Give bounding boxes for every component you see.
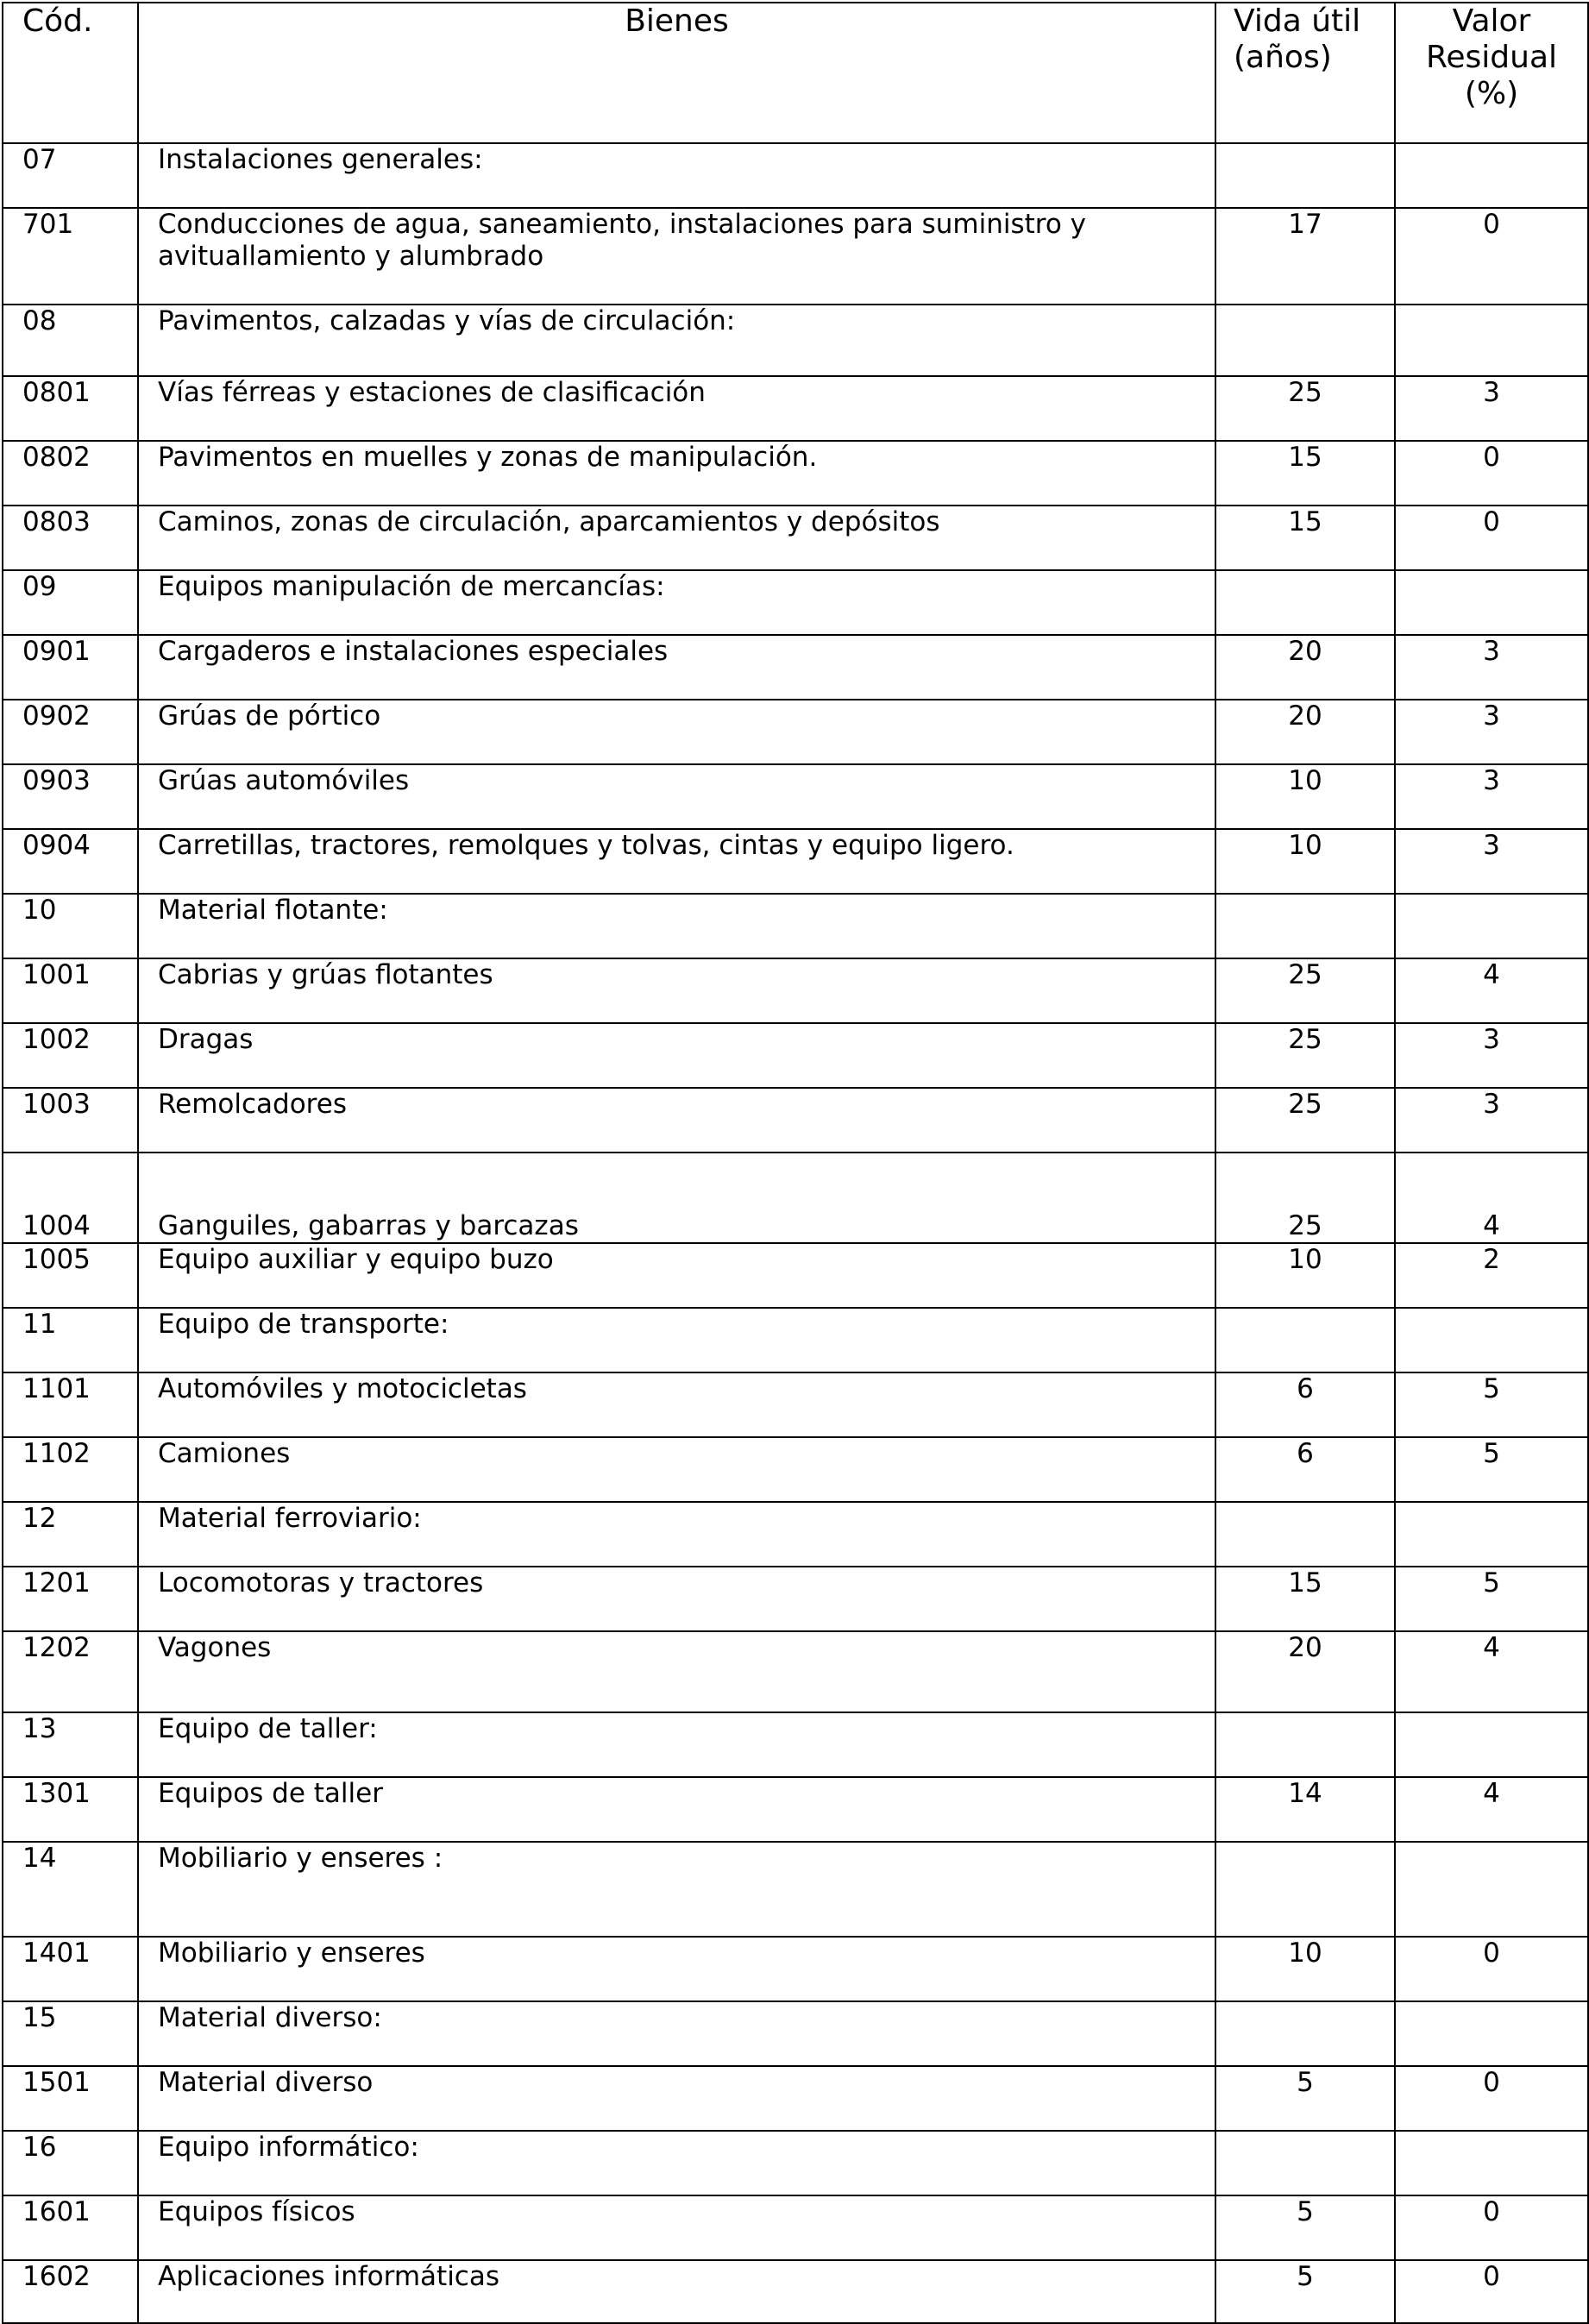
row-useful-life bbox=[1215, 376, 1395, 441]
table-row bbox=[3, 764, 1588, 829]
row-residual-value bbox=[1395, 829, 1588, 894]
row-code bbox=[3, 1088, 138, 1153]
row-description bbox=[138, 143, 1215, 208]
header-code: Cód. bbox=[3, 3, 138, 143]
row-description-text: Grúas de pórtico bbox=[158, 700, 381, 732]
row-residual-value bbox=[1395, 2001, 1588, 2066]
header-residual-value: Valor Residual (%) bbox=[1395, 3, 1588, 143]
row-description bbox=[138, 1712, 1215, 1777]
row-code bbox=[3, 2131, 138, 2195]
row-description-text: Material diverso bbox=[158, 2067, 374, 2098]
row-residual-value-text: 3 bbox=[1483, 1089, 1500, 1120]
row-residual-value bbox=[1395, 441, 1588, 506]
row-useful-life-text: 6 bbox=[1297, 1373, 1314, 1404]
row-code bbox=[3, 2260, 138, 2323]
row-residual-value-text: 4 bbox=[1483, 1210, 1500, 1241]
row-useful-life-text: 20 bbox=[1288, 700, 1322, 732]
row-description-text: Carretillas, tractores, remolques y tolvas, cintas y equipo ligero. bbox=[158, 830, 1014, 861]
row-residual-value bbox=[1395, 1088, 1588, 1153]
row-useful-life bbox=[1215, 441, 1395, 506]
row-useful-life bbox=[1215, 1023, 1395, 1088]
row-useful-life bbox=[1215, 305, 1395, 376]
row-code-text: 1102 bbox=[22, 1438, 91, 1469]
row-code-text: 09 bbox=[22, 571, 57, 602]
row-description bbox=[138, 441, 1215, 506]
row-code bbox=[3, 1153, 138, 1243]
row-useful-life bbox=[1215, 1243, 1395, 1308]
row-code-text: 1601 bbox=[22, 2196, 91, 2227]
row-code bbox=[3, 376, 138, 441]
table-row bbox=[3, 1023, 1588, 1088]
table-row bbox=[3, 2195, 1588, 2260]
row-code bbox=[3, 1937, 138, 2001]
row-useful-life-text: 25 bbox=[1288, 959, 1322, 990]
row-useful-life bbox=[1215, 894, 1395, 958]
row-residual-value bbox=[1395, 1567, 1588, 1631]
table-row bbox=[3, 2001, 1588, 2066]
header-useful-life: Vida útil (años) bbox=[1215, 3, 1395, 143]
table-row bbox=[3, 143, 1588, 208]
table-row bbox=[3, 700, 1588, 764]
row-residual-value-text: 0 bbox=[1483, 506, 1500, 537]
row-useful-life-text: 14 bbox=[1288, 1778, 1322, 1809]
row-residual-value bbox=[1395, 2066, 1588, 2131]
row-useful-life-text: 5 bbox=[1297, 2067, 1314, 2098]
row-description-text: Caminos, zonas de circulación, aparcamientos y depósitos bbox=[158, 506, 940, 537]
row-description bbox=[138, 1023, 1215, 1088]
row-description-text: Cabrias y grúas flotantes bbox=[158, 959, 493, 990]
table-row bbox=[3, 1842, 1588, 1937]
row-description bbox=[138, 1308, 1215, 1372]
row-code-text: 11 bbox=[22, 1309, 57, 1340]
row-code bbox=[3, 958, 138, 1023]
row-useful-life bbox=[1215, 1502, 1395, 1567]
row-residual-value bbox=[1395, 570, 1588, 635]
row-residual-value bbox=[1395, 1437, 1588, 1502]
row-code-text: 1001 bbox=[22, 959, 91, 990]
row-residual-value bbox=[1395, 1153, 1588, 1243]
row-residual-value-text: 5 bbox=[1483, 1567, 1500, 1599]
row-useful-life bbox=[1215, 958, 1395, 1023]
header-description: Bienes bbox=[138, 3, 1215, 143]
table-row bbox=[3, 1243, 1588, 1308]
row-description-text: Mobiliario y enseres : bbox=[158, 1843, 443, 1874]
table-row bbox=[3, 1308, 1588, 1372]
row-description bbox=[138, 305, 1215, 376]
row-code bbox=[3, 1631, 138, 1712]
row-residual-value bbox=[1395, 506, 1588, 570]
row-residual-value bbox=[1395, 2195, 1588, 2260]
row-useful-life-text: 25 bbox=[1288, 377, 1322, 408]
row-description-text: Equipo auxiliar y equipo buzo bbox=[158, 1244, 554, 1275]
row-description bbox=[138, 1372, 1215, 1437]
row-residual-value bbox=[1395, 958, 1588, 1023]
row-code-text: 0801 bbox=[22, 377, 91, 408]
row-useful-life-text: 15 bbox=[1288, 442, 1322, 473]
row-useful-life bbox=[1215, 506, 1395, 570]
table-row bbox=[3, 1631, 1588, 1712]
row-residual-value bbox=[1395, 143, 1588, 208]
row-residual-value bbox=[1395, 1937, 1588, 2001]
row-code bbox=[3, 1308, 138, 1372]
row-code bbox=[3, 1567, 138, 1631]
row-code bbox=[3, 700, 138, 764]
table-row bbox=[3, 376, 1588, 441]
row-description bbox=[138, 958, 1215, 1023]
row-residual-value-text: 0 bbox=[1483, 2261, 1500, 2292]
depreciation-table bbox=[2, 2, 1589, 2324]
table-header bbox=[3, 3, 1588, 143]
row-description bbox=[138, 1243, 1215, 1308]
row-code-text: 1201 bbox=[22, 1567, 91, 1599]
row-residual-value-text: 2 bbox=[1483, 1244, 1500, 1275]
row-description-text: Camiones bbox=[158, 1438, 291, 1469]
row-useful-life bbox=[1215, 1308, 1395, 1372]
row-code-text: 0803 bbox=[22, 506, 91, 537]
row-description bbox=[138, 1567, 1215, 1631]
row-code bbox=[3, 2001, 138, 2066]
table-row bbox=[3, 1937, 1588, 2001]
row-useful-life bbox=[1215, 1372, 1395, 1437]
row-residual-value-text: 0 bbox=[1483, 1938, 1500, 1969]
row-code bbox=[3, 1437, 138, 1502]
row-code-text: 701 bbox=[22, 209, 74, 240]
row-code-text: 1202 bbox=[22, 1632, 91, 1663]
table-row bbox=[3, 2066, 1588, 2131]
row-residual-value-text: 0 bbox=[1483, 442, 1500, 473]
table-row bbox=[3, 1712, 1588, 1777]
row-residual-value bbox=[1395, 305, 1588, 376]
row-residual-value bbox=[1395, 764, 1588, 829]
table-row bbox=[3, 635, 1588, 700]
table-row bbox=[3, 441, 1588, 506]
table-row bbox=[3, 305, 1588, 376]
row-description bbox=[138, 829, 1215, 894]
row-residual-value-text: 0 bbox=[1483, 2196, 1500, 2227]
row-description bbox=[138, 506, 1215, 570]
row-useful-life bbox=[1215, 2260, 1395, 2323]
row-description bbox=[138, 1777, 1215, 1842]
row-useful-life bbox=[1215, 2195, 1395, 2260]
row-useful-life bbox=[1215, 143, 1395, 208]
row-description-text: Cargaderos e instalaciones especiales bbox=[158, 636, 669, 667]
row-useful-life-text: 5 bbox=[1297, 2196, 1314, 2227]
row-residual-value bbox=[1395, 1712, 1588, 1777]
row-description-text: Material diverso: bbox=[158, 2002, 382, 2033]
row-description bbox=[138, 2001, 1215, 2066]
row-useful-life bbox=[1215, 1712, 1395, 1777]
row-code-text: 1005 bbox=[22, 1244, 91, 1275]
header-row bbox=[3, 3, 1588, 143]
row-residual-value-text: 3 bbox=[1483, 765, 1500, 796]
row-code bbox=[3, 441, 138, 506]
row-description bbox=[138, 2131, 1215, 2195]
row-residual-value-text: 3 bbox=[1483, 830, 1500, 861]
row-residual-value-text: 4 bbox=[1483, 1632, 1500, 1663]
row-residual-value bbox=[1395, 1631, 1588, 1712]
row-description bbox=[138, 2066, 1215, 2131]
row-useful-life-text: 25 bbox=[1288, 1024, 1322, 1055]
row-code-text: 08 bbox=[22, 305, 57, 336]
table-row bbox=[3, 1153, 1588, 1243]
row-code bbox=[3, 764, 138, 829]
row-code bbox=[3, 570, 138, 635]
table-row bbox=[3, 2260, 1588, 2323]
row-useful-life-text: 17 bbox=[1288, 209, 1322, 240]
row-description bbox=[138, 570, 1215, 635]
row-residual-value-text: 0 bbox=[1483, 209, 1500, 240]
row-description-text: Material ferroviario: bbox=[158, 1503, 422, 1534]
row-code-text: 12 bbox=[22, 1503, 57, 1534]
row-useful-life bbox=[1215, 1842, 1395, 1937]
row-residual-value bbox=[1395, 2260, 1588, 2323]
row-useful-life-text: 25 bbox=[1288, 1210, 1322, 1241]
row-description-text: Locomotoras y tractores bbox=[158, 1567, 484, 1599]
row-code-text: 14 bbox=[22, 1843, 57, 1874]
row-code bbox=[3, 1842, 138, 1937]
row-code bbox=[3, 1502, 138, 1567]
row-description-text: Equipo de transporte: bbox=[158, 1309, 449, 1340]
row-code bbox=[3, 1372, 138, 1437]
row-description bbox=[138, 376, 1215, 441]
row-code-text: 15 bbox=[22, 2002, 57, 2033]
row-description bbox=[138, 208, 1215, 305]
row-code-text: 1002 bbox=[22, 1024, 91, 1055]
row-code-text: 10 bbox=[22, 895, 57, 926]
row-useful-life-text: 10 bbox=[1288, 765, 1322, 796]
row-useful-life-text: 10 bbox=[1288, 830, 1322, 861]
row-residual-value bbox=[1395, 700, 1588, 764]
row-description-text: Automóviles y motocicletas bbox=[158, 1373, 527, 1404]
row-residual-value bbox=[1395, 635, 1588, 700]
row-code bbox=[3, 829, 138, 894]
row-description-text: Conducciones de agua, saneamiento, instalaciones para suministro y avituallamiento y alumbrado bbox=[158, 209, 1087, 272]
row-residual-value bbox=[1395, 1502, 1588, 1567]
row-code bbox=[3, 1777, 138, 1842]
row-residual-value bbox=[1395, 1842, 1588, 1937]
row-description-text: Equipos físicos bbox=[158, 2196, 355, 2227]
row-code-text: 0904 bbox=[22, 830, 91, 861]
row-useful-life bbox=[1215, 1631, 1395, 1712]
row-residual-value-text: 4 bbox=[1483, 1778, 1500, 1809]
row-residual-value-text: 3 bbox=[1483, 636, 1500, 667]
row-description bbox=[138, 1088, 1215, 1153]
row-description bbox=[138, 1502, 1215, 1567]
row-code bbox=[3, 635, 138, 700]
row-description-text: Pavimentos en muelles y zonas de manipulación. bbox=[158, 442, 818, 473]
row-useful-life bbox=[1215, 829, 1395, 894]
row-useful-life bbox=[1215, 700, 1395, 764]
row-description-text: Dragas bbox=[158, 1024, 254, 1055]
row-residual-value-text: 4 bbox=[1483, 959, 1500, 990]
row-residual-value-text: 3 bbox=[1483, 700, 1500, 732]
row-description bbox=[138, 764, 1215, 829]
row-code-text: 0903 bbox=[22, 765, 91, 796]
table-row bbox=[3, 1088, 1588, 1153]
row-description bbox=[138, 635, 1215, 700]
row-useful-life bbox=[1215, 1777, 1395, 1842]
row-description bbox=[138, 1153, 1215, 1243]
row-code-text: 1101 bbox=[22, 1373, 91, 1404]
table-row bbox=[3, 1437, 1588, 1502]
row-description bbox=[138, 894, 1215, 958]
row-description-text: Grúas automóviles bbox=[158, 765, 410, 796]
row-residual-value bbox=[1395, 376, 1588, 441]
row-description-text: Remolcadores bbox=[158, 1089, 347, 1120]
row-description bbox=[138, 1631, 1215, 1712]
row-residual-value-text: 3 bbox=[1483, 377, 1500, 408]
row-residual-value bbox=[1395, 208, 1588, 305]
table-row bbox=[3, 506, 1588, 570]
row-code bbox=[3, 2066, 138, 2131]
row-code-text: 0902 bbox=[22, 700, 91, 732]
row-useful-life-text: 15 bbox=[1288, 506, 1322, 537]
row-residual-value-text: 5 bbox=[1483, 1373, 1500, 1404]
row-code bbox=[3, 305, 138, 376]
row-useful-life bbox=[1215, 1437, 1395, 1502]
table-row bbox=[3, 1567, 1588, 1631]
row-residual-value-text: 3 bbox=[1483, 1024, 1500, 1055]
table-row bbox=[3, 958, 1588, 1023]
row-useful-life-text: 15 bbox=[1288, 1567, 1322, 1599]
row-code-text: 1003 bbox=[22, 1089, 91, 1120]
row-description-text: Equipo de taller: bbox=[158, 1713, 378, 1744]
row-code-text: 0802 bbox=[22, 442, 91, 473]
row-useful-life bbox=[1215, 2066, 1395, 2131]
row-code-text: 07 bbox=[22, 144, 57, 175]
row-code bbox=[3, 1023, 138, 1088]
row-useful-life bbox=[1215, 570, 1395, 635]
row-code-text: 0901 bbox=[22, 636, 91, 667]
row-useful-life bbox=[1215, 764, 1395, 829]
row-description-text: Equipos manipulación de mercancías: bbox=[158, 571, 665, 602]
row-useful-life bbox=[1215, 208, 1395, 305]
row-residual-value bbox=[1395, 1308, 1588, 1372]
row-residual-value bbox=[1395, 1023, 1588, 1088]
row-code bbox=[3, 506, 138, 570]
row-description bbox=[138, 1937, 1215, 2001]
row-code-text: 1501 bbox=[22, 2067, 91, 2098]
row-residual-value-text: 0 bbox=[1483, 2067, 1500, 2098]
row-useful-life-text: 5 bbox=[1297, 2261, 1314, 2292]
row-useful-life bbox=[1215, 635, 1395, 700]
row-code-text: 16 bbox=[22, 2132, 57, 2163]
row-description-text: Vagones bbox=[158, 1632, 272, 1663]
table-row bbox=[3, 1372, 1588, 1437]
row-code bbox=[3, 894, 138, 958]
row-code-text: 13 bbox=[22, 1713, 57, 1744]
row-code-text: 1401 bbox=[22, 1938, 91, 1969]
row-description bbox=[138, 1437, 1215, 1502]
row-useful-life-text: 25 bbox=[1288, 1089, 1322, 1120]
row-useful-life-text: 10 bbox=[1288, 1244, 1322, 1275]
table-row bbox=[3, 208, 1588, 305]
row-useful-life-text: 6 bbox=[1297, 1438, 1314, 1469]
row-description-text: Mobiliario y enseres bbox=[158, 1938, 425, 1969]
row-useful-life bbox=[1215, 1153, 1395, 1243]
table-row bbox=[3, 570, 1588, 635]
row-residual-value bbox=[1395, 894, 1588, 958]
row-code bbox=[3, 208, 138, 305]
row-description-text: Instalaciones generales: bbox=[158, 144, 483, 175]
table-row bbox=[3, 2131, 1588, 2195]
row-description-text: Material flotante: bbox=[158, 895, 388, 926]
row-description-text: Vías férreas y estaciones de clasificación bbox=[158, 377, 706, 408]
row-description bbox=[138, 700, 1215, 764]
row-useful-life bbox=[1215, 2001, 1395, 2066]
row-residual-value-text: 5 bbox=[1483, 1438, 1500, 1469]
row-code-text: 1004 bbox=[22, 1210, 91, 1241]
table-row bbox=[3, 894, 1588, 958]
table-body bbox=[3, 143, 1588, 2323]
row-description bbox=[138, 1842, 1215, 1937]
table-row bbox=[3, 1502, 1588, 1567]
row-useful-life bbox=[1215, 2131, 1395, 2195]
row-code bbox=[3, 1712, 138, 1777]
table-row bbox=[3, 829, 1588, 894]
row-residual-value bbox=[1395, 1777, 1588, 1842]
row-code-text: 1301 bbox=[22, 1778, 91, 1809]
table-row bbox=[3, 1777, 1588, 1842]
row-useful-life bbox=[1215, 1937, 1395, 2001]
row-useful-life-text: 10 bbox=[1288, 1938, 1322, 1969]
row-description bbox=[138, 2260, 1215, 2323]
row-description-text: Aplicaciones informáticas bbox=[158, 2261, 499, 2292]
row-code-text: 1602 bbox=[22, 2261, 91, 2292]
row-code bbox=[3, 1243, 138, 1308]
row-useful-life-text: 20 bbox=[1288, 1632, 1322, 1663]
row-description-text: Equipos de taller bbox=[158, 1778, 383, 1809]
row-description-text: Ganguiles, gabarras y barcazas bbox=[158, 1210, 579, 1241]
row-residual-value bbox=[1395, 1372, 1588, 1437]
row-code bbox=[3, 2195, 138, 2260]
row-code bbox=[3, 143, 138, 208]
row-description-text: Pavimentos, calzadas y vías de circulación: bbox=[158, 305, 736, 336]
row-description bbox=[138, 2195, 1215, 2260]
row-useful-life-text: 20 bbox=[1288, 636, 1322, 667]
row-useful-life bbox=[1215, 1088, 1395, 1153]
row-useful-life bbox=[1215, 1567, 1395, 1631]
row-description-text: Equipo informático: bbox=[158, 2132, 419, 2163]
row-residual-value bbox=[1395, 2131, 1588, 2195]
row-residual-value bbox=[1395, 1243, 1588, 1308]
